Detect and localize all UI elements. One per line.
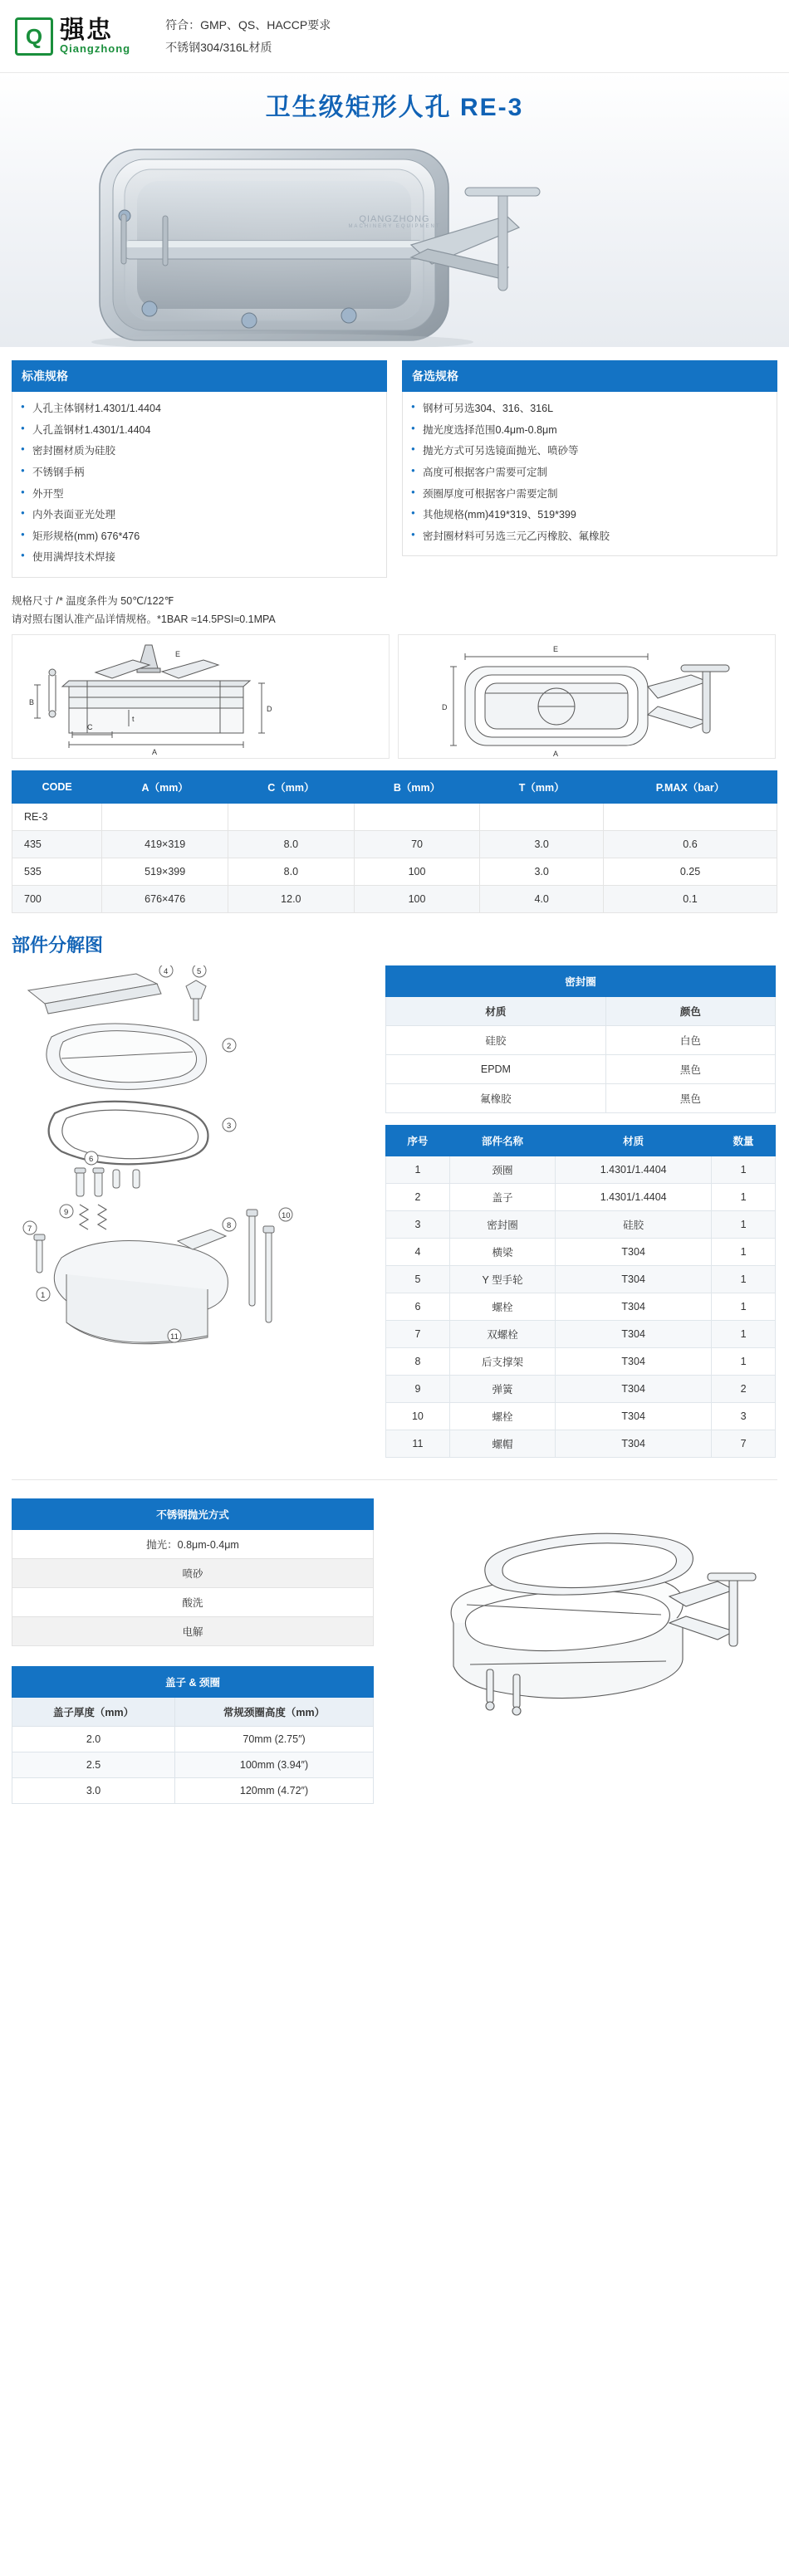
finish-section [0, 1480, 789, 1827]
dim-label-D: D [267, 704, 272, 713]
cell-neck-height: 100mm (3.94″) [175, 1752, 374, 1777]
certification-text [165, 14, 331, 58]
cell-code: 435 [12, 830, 102, 858]
callout-1: 1 [41, 1290, 46, 1300]
cell-part-name: Y 型手轮 [449, 1265, 555, 1293]
cell-quantity: 3 [712, 1402, 776, 1430]
cell-part-name: 双螺栓 [449, 1320, 555, 1347]
dimension-note [0, 583, 789, 633]
model-code: RE-3 [12, 803, 102, 830]
cell-code: 700 [12, 885, 102, 912]
parts-list-table [385, 1125, 776, 1458]
technical-drawings [0, 633, 789, 767]
cell-part-name: 弹簧 [449, 1375, 555, 1402]
col-color: 颜色 [605, 996, 775, 1025]
col-t: T（mm） [480, 770, 604, 803]
cell-material: EPDM [386, 1054, 606, 1083]
table-header-row [12, 1498, 374, 1529]
parts-section-title: 部件分解图 [12, 934, 104, 956]
cell-polish: 电解 [12, 1616, 374, 1645]
cert-line-1: 符合：GMP、QS、HACCP要求 [165, 17, 331, 32]
table-header-row [386, 996, 776, 1025]
optional-spec-title: 备选规格 [402, 360, 777, 392]
table-row [12, 1752, 374, 1777]
col-index: 序号 [386, 1125, 450, 1156]
cell-pmax: 0.6 [603, 830, 777, 858]
table-row [386, 1054, 776, 1083]
brand-text [60, 17, 130, 55]
cell-index: 11 [386, 1430, 450, 1457]
dim-label-E: E [175, 649, 181, 658]
specifications-section [0, 347, 789, 583]
cell-neck-height: 120mm (4.72″) [175, 1777, 374, 1803]
cell-code: 535 [12, 858, 102, 885]
list-item: ● 人孔盖钢材1.4301/1.4404 [21, 420, 378, 442]
dim-label-A: A [152, 747, 158, 756]
col-c: C（mm） [228, 770, 355, 803]
table-row [386, 1265, 776, 1293]
cell-lid-thickness: 2.5 [12, 1752, 175, 1777]
cell-quantity: 1 [712, 1347, 776, 1375]
list-item: ● 高度可根据客户需要可定制 [411, 462, 768, 484]
col-b: B（mm） [354, 770, 480, 803]
cell-lid-thickness: 3.0 [12, 1777, 175, 1803]
list-item: ● 人孔主体钢材1.4301/1.4404 [21, 398, 378, 420]
watermark-text: QIANGZHONG [359, 214, 430, 224]
list-item: ● 使用满焊技术焊接 [21, 547, 378, 569]
cell-a: 519×399 [102, 858, 228, 885]
parts-section [0, 965, 789, 1458]
table-row [12, 1726, 374, 1752]
table-row [12, 830, 777, 858]
list-item: ● 不锈钢手柄 [21, 462, 378, 484]
table-row [386, 1156, 776, 1183]
exploded-parts-diagram [12, 965, 377, 1405]
cell-material: T304 [556, 1265, 712, 1293]
list-item: ● 密封圈材质为硅胶 [21, 441, 378, 462]
cell-index: 8 [386, 1347, 450, 1375]
cell-neck-height: 70mm (2.75″) [175, 1726, 374, 1752]
table-row [12, 1558, 374, 1587]
list-item: ● 外开型 [21, 484, 378, 506]
cell-quantity: 2 [712, 1375, 776, 1402]
list-item: ● 抛光度选择范围0.4μm-0.8μm [411, 420, 768, 442]
col-lid-thickness: 盖子厚度（mm） [12, 1697, 175, 1726]
cell-material: T304 [556, 1347, 712, 1375]
lid-table-title: 盖子 & 颈圈 [12, 1666, 374, 1697]
parts-tables [385, 965, 776, 1458]
table-row [12, 885, 777, 912]
cell-material: T304 [556, 1293, 712, 1320]
callout-7: 7 [27, 1224, 32, 1234]
lid-neck-table [12, 1666, 374, 1804]
table-row [386, 1402, 776, 1430]
callout-3: 3 [227, 1121, 232, 1131]
cell-part-name: 螺帽 [449, 1430, 555, 1457]
product-photo [0, 116, 789, 347]
table-row [386, 1320, 776, 1347]
standard-spec-body [12, 392, 387, 578]
cell-index: 10 [386, 1402, 450, 1430]
side-view-drawing [12, 634, 390, 759]
col-pmax: P.MAX（bar） [603, 770, 777, 803]
callout-4: 4 [164, 966, 169, 976]
list-item: ● 矩形规格(mm) 676*476 [21, 526, 378, 548]
table-row [12, 858, 777, 885]
table-row [386, 1183, 776, 1210]
cell-part-name: 颈圈 [449, 1156, 555, 1183]
isometric-line-drawing [387, 1498, 777, 1747]
logo-mark-icon: Q [15, 17, 53, 56]
table-row [12, 1616, 374, 1645]
top-view-drawing [398, 634, 776, 759]
cell-a: 419×319 [102, 830, 228, 858]
col-neck-height: 常规颈圈高度（mm） [175, 1697, 374, 1726]
callout-5: 5 [197, 966, 202, 976]
cell-part-name: 密封圈 [449, 1210, 555, 1238]
cell-material: 硅胶 [556, 1210, 712, 1238]
dim-label-E-top: E [553, 644, 559, 653]
table-header-row [12, 770, 777, 803]
cell-index: 5 [386, 1265, 450, 1293]
cell-quantity: 1 [712, 1210, 776, 1238]
table-row [386, 1375, 776, 1402]
note-line-1: 规格尺寸 /* 温度条件为 50℃/122℉ [12, 595, 174, 607]
model-blank-a [102, 803, 228, 830]
dim-label-C: C [87, 722, 93, 731]
watermark-subtext: MACHINERY EQUIPMENT [348, 224, 441, 229]
table-header-row [12, 1697, 374, 1726]
cell-quantity: 1 [712, 1265, 776, 1293]
table-row [386, 1025, 776, 1054]
cell-c: 8.0 [228, 830, 355, 858]
cell-b: 70 [354, 830, 480, 858]
cell-material: T304 [556, 1320, 712, 1347]
cell-c: 12.0 [228, 885, 355, 912]
page-header [0, 0, 789, 73]
cell-t: 3.0 [480, 858, 604, 885]
callout-2: 2 [227, 1041, 232, 1051]
callout-10: 10 [282, 1210, 291, 1220]
dim-label-A-top: A [553, 749, 559, 758]
dim-label-D-top: D [442, 702, 448, 711]
table-row [386, 1210, 776, 1238]
cell-material: 1.4301/1.4404 [556, 1156, 712, 1183]
table-row [386, 1083, 776, 1112]
cell-index: 7 [386, 1320, 450, 1347]
list-item: ● 内外表面亚光处理 [21, 505, 378, 526]
table-title-row [12, 1666, 374, 1697]
table-row [12, 1587, 374, 1616]
standard-spec-title: 标准规格 [12, 360, 387, 392]
cell-part-name: 盖子 [449, 1183, 555, 1210]
brand-name-cn: 强忠 [60, 16, 113, 44]
table-row [386, 1347, 776, 1375]
cell-index: 2 [386, 1183, 450, 1210]
cell-pmax: 0.25 [603, 858, 777, 885]
list-item: ● 密封圈材料可另选三元乙丙橡胶、氟橡胶 [411, 526, 768, 548]
cell-index: 6 [386, 1293, 450, 1320]
finish-tables [12, 1498, 374, 1804]
table-title-row [386, 965, 776, 996]
table-header-row [386, 1125, 776, 1156]
cell-quantity: 7 [712, 1430, 776, 1457]
note-line-2: 请对照右图认准产品详情规格。*1BAR ≈14.5PSI≈0.1MPA [12, 613, 276, 625]
cell-polish: 喷砂 [12, 1558, 374, 1587]
list-item: ● 颈圈厚度可根据客户需要定制 [411, 484, 768, 506]
col-material: 材质 [556, 1125, 712, 1156]
col-quantity: 数量 [712, 1125, 776, 1156]
cell-pmax: 0.1 [603, 885, 777, 912]
callout-11: 11 [170, 1332, 179, 1342]
cell-polish: 抛光：0.8μm-0.4μm [12, 1529, 374, 1558]
model-blank-t [480, 803, 604, 830]
cell-quantity: 1 [712, 1156, 776, 1183]
seal-material-table [385, 965, 776, 1113]
optional-spec-column [402, 360, 777, 578]
table-row [12, 1777, 374, 1803]
cell-material: 1.4301/1.4404 [556, 1183, 712, 1210]
model-blank-c [228, 803, 355, 830]
cell-c: 8.0 [228, 858, 355, 885]
callout-8: 8 [227, 1220, 232, 1230]
cell-b: 100 [354, 885, 480, 912]
table-row [386, 1430, 776, 1457]
cell-color: 黑色 [605, 1054, 775, 1083]
list-item: ● 其他规格(mm)419*319、519*399 [411, 505, 768, 526]
list-item: ● 抛光方式可另选镜面抛光、喷砂等 [411, 441, 768, 462]
cell-quantity: 1 [712, 1293, 776, 1320]
cell-part-name: 螺栓 [449, 1293, 555, 1320]
polish-table-title: 不锈钢抛光方式 [12, 1498, 374, 1529]
cell-lid-thickness: 2.0 [12, 1726, 175, 1752]
cell-material: 氟橡胶 [386, 1083, 606, 1112]
table-row [386, 1238, 776, 1265]
callout-6: 6 [89, 1154, 94, 1164]
cell-index: 1 [386, 1156, 450, 1183]
seal-table-title: 密封圈 [386, 965, 776, 996]
cell-quantity: 1 [712, 1320, 776, 1347]
cell-color: 白色 [605, 1025, 775, 1054]
cell-t: 4.0 [480, 885, 604, 912]
cell-quantity: 1 [712, 1183, 776, 1210]
model-blank-b [354, 803, 480, 830]
dim-label-B: B [29, 697, 35, 706]
model-blank-p [603, 803, 777, 830]
watermark [348, 214, 440, 229]
cell-part-name: 后支撑架 [449, 1347, 555, 1375]
hero-banner [0, 73, 789, 347]
optional-spec-body [402, 392, 777, 556]
cell-index: 3 [386, 1210, 450, 1238]
brand-logo [15, 17, 130, 56]
cell-index: 4 [386, 1238, 450, 1265]
cell-t: 3.0 [480, 830, 604, 858]
standard-spec-column [12, 360, 387, 578]
product-title: 卫生级矩形人孔 RE-3 [265, 94, 524, 121]
col-part-name: 部件名称 [449, 1125, 555, 1156]
cell-index: 9 [386, 1375, 450, 1402]
cell-polish: 酸洗 [12, 1587, 374, 1616]
col-code: CODE [12, 770, 102, 803]
cell-part-name: 横梁 [449, 1238, 555, 1265]
list-item: ● 钢材可另选304、316、316L [411, 398, 768, 420]
table-row [386, 1293, 776, 1320]
cell-material: T304 [556, 1402, 712, 1430]
callout-9: 9 [64, 1207, 69, 1217]
cell-part-name: 螺栓 [449, 1402, 555, 1430]
cell-a: 676×476 [102, 885, 228, 912]
cell-material: 硅胶 [386, 1025, 606, 1054]
cell-material: T304 [556, 1375, 712, 1402]
cell-b: 100 [354, 858, 480, 885]
cell-material: T304 [556, 1238, 712, 1265]
dim-label-t: t [132, 714, 135, 723]
table-row-model [12, 803, 777, 830]
brand-name-en: Qiangzhong [60, 42, 131, 56]
code-dimension-table [12, 770, 777, 913]
table-row [12, 1529, 374, 1558]
cell-material: T304 [556, 1430, 712, 1457]
cert-line-2: 不锈钢304/316L材质 [165, 40, 272, 54]
cell-quantity: 1 [712, 1238, 776, 1265]
cell-color: 黑色 [605, 1083, 775, 1112]
col-a: A（mm） [102, 770, 228, 803]
polish-method-table [12, 1498, 374, 1646]
col-material: 材质 [386, 996, 606, 1025]
